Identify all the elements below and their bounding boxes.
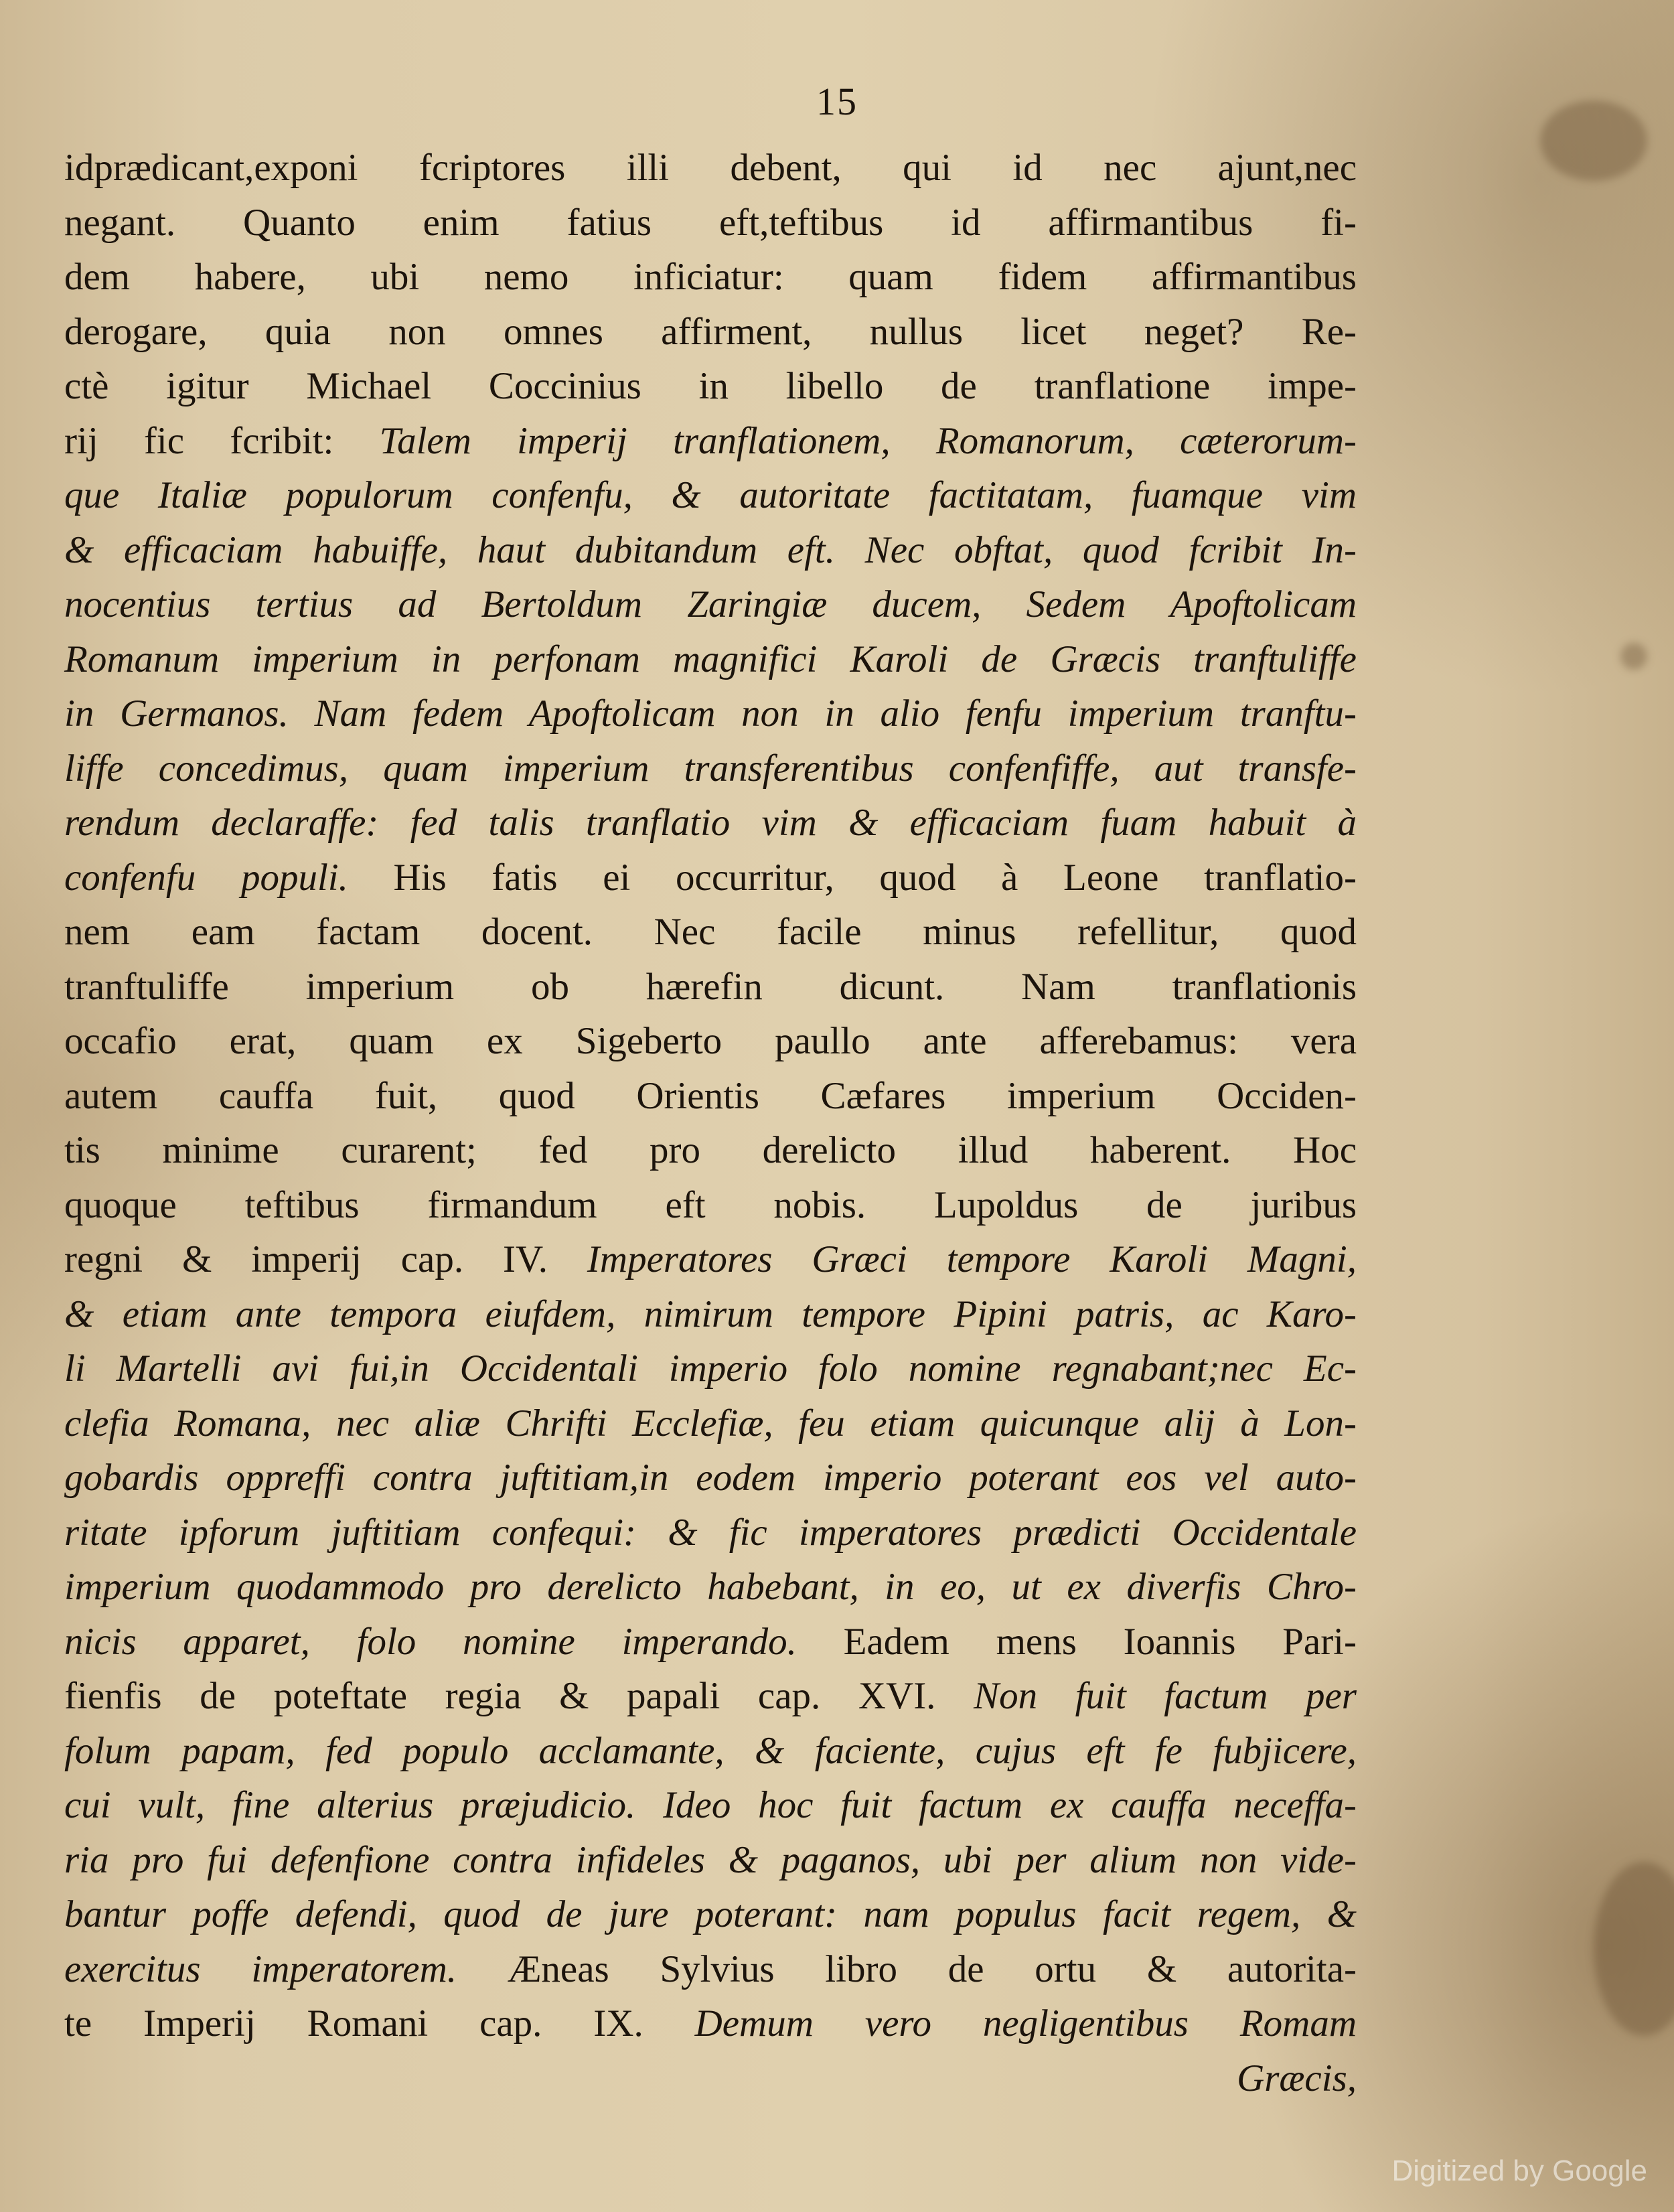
text-segment: nem eam factam docent. Nec facile minus refellitur, quod: [64, 911, 1357, 953]
italic-quote-segment: bantur poffe defendi, quod de jure poterant: nam populus facit regem, &: [64, 1893, 1357, 1935]
text-segment: regni & imperij cap. IV.: [64, 1238, 587, 1280]
text-segment: quoque teftibus firmandum eft nobis. Lupoldus de juribus: [64, 1183, 1357, 1226]
italic-quote-segment: confenfu populi.: [64, 856, 394, 899]
text-segment: Eadem mens Ioannis Pari-: [843, 1620, 1357, 1663]
text-line: [64, 1178, 1357, 1233]
italic-quote-segment: li Martelli avi fui,in Occidentali imperio folo nomine regnabant;nec Ec-: [64, 1347, 1357, 1390]
italic-quote-segment: que Italiæ populorum confenfu, & autoritate factitatam, fuamque vim: [64, 474, 1357, 516]
text-line: [64, 1669, 1357, 1724]
italic-quote-segment: clefia Romana, nec aliæ Chrifti Ecclefiæ, feu etiam quicunque alij à Lon-: [64, 1402, 1357, 1445]
italic-quote-segment: Non fuit factum per: [974, 1675, 1357, 1717]
italic-quote-segment: cui vult, fine alterius præjudicio. Ideo hoc fuit factum ex cauffa neceffa-: [64, 1784, 1357, 1826]
text-line: [64, 196, 1357, 250]
italic-quote-segment: Græcis,: [1237, 2057, 1357, 2099]
text-line: [64, 686, 1357, 741]
italic-quote-segment: ritate ipforum juftitiam confequi: & fic imperatores prædicti Occidentale: [64, 1511, 1357, 1554]
text-line: [64, 796, 1357, 851]
page-stain: [1594, 1862, 1674, 2036]
text-line: [64, 305, 1357, 360]
text-line: [64, 1724, 1357, 1779]
text-line: [64, 1942, 1357, 1997]
page-number: 15: [816, 80, 858, 123]
italic-quote-segment: & etiam ante tempora eiufdem, nimirum tempore Pipini patris, ac Karo-: [64, 1293, 1357, 1335]
watermark: Digitized by Google: [1391, 2154, 1647, 2187]
italic-quote-segment: imperium quodammodo pro derelicto habebant, in eo, ut ex diverfis Chro-: [64, 1566, 1357, 1608]
text-line: [64, 1396, 1357, 1451]
italic-quote-segment: liffe concedimus, quam imperium transferentibus confenfiffe, aut transfe-: [64, 747, 1357, 790]
italic-quote-segment: nocentius tertius ad Bertoldum Zaringiæ ducem, Sedem Apoftolicam: [64, 583, 1357, 625]
text-line: [64, 1505, 1357, 1560]
italic-quote-segment: in Germanos. Nam fedem Apoftolicam non in alio fenfu imperium tranftu-: [64, 692, 1357, 735]
italic-quote-segment: gobardis oppreffi contra juftitiam,in eodem imperio poterant eos vel auto-: [64, 1457, 1357, 1499]
italic-quote-segment: exercitus imperatorem.: [64, 1947, 508, 1990]
text-segment: Æneas Sylvius libro de ortu & autorita-: [507, 1947, 1357, 1990]
italic-quote-segment: rendum declaraffe: fed talis tranflatio vim & efficaciam fuam habuit à: [64, 802, 1357, 844]
text-line: [64, 1833, 1357, 1888]
text-line: [64, 1996, 1357, 2051]
text-segment: te Imperij Romani cap. IX.: [64, 2002, 695, 2045]
text-line: [64, 1451, 1357, 1505]
text-segment: idprædicant,exponi fcriptores illi debent, qui id nec ajunt,nec: [64, 147, 1357, 189]
text-segment: His fatis ei occurritur, quod à Leone tranflatio-: [393, 856, 1357, 899]
text-line: [64, 468, 1357, 523]
text-line: [64, 250, 1357, 305]
text-segment: tis minime curarent; fed pro derelicto illud haberent. Hoc: [64, 1129, 1357, 1171]
text-line: [64, 1287, 1357, 1342]
text-line: [64, 1887, 1357, 1942]
text-line: [64, 359, 1357, 414]
text-line: [64, 1341, 1357, 1396]
italic-quote-segment: ria pro fui defenfione contra infideles & paganos, ubi per alium non vide-: [64, 1838, 1357, 1881]
text-line: [64, 577, 1357, 632]
text-line: [64, 905, 1357, 960]
italic-quote-segment: & efficaciam habuiffe, haut dubitandum eft. Nec obftat, quod fcribit In-: [64, 528, 1357, 571]
text-line: [64, 1560, 1357, 1615]
text-segment: dem habere, ubi nemo inficiatur: quam fidem affirmantibus: [64, 256, 1357, 298]
text-line: [64, 1232, 1357, 1287]
text-segment: derogare, quia non omnes affirment, nullus licet neget? Re-: [64, 310, 1357, 353]
text-line: [64, 1014, 1357, 1069]
text-line: [64, 632, 1357, 687]
text-segment: autem cauffa fuit, quod Orientis Cæfares imperium Occiden-: [64, 1074, 1357, 1117]
page-stain: [1620, 643, 1647, 670]
text-line: [64, 1615, 1357, 1670]
text-segment: occafio erat, quam ex Sigeberto paullo ante afferebamus: vera: [64, 1020, 1357, 1062]
text-line: [64, 1069, 1357, 1124]
text-segment: negant. Quanto enim fatius eft,teftibus id affirmantibus fi-: [64, 201, 1357, 244]
text-segment: fienfis de poteftate regia & papali cap. XVI.: [64, 1675, 974, 1717]
italic-quote-segment: Demum vero negligentibus Romam: [694, 2002, 1357, 2045]
text-line: [64, 960, 1357, 1015]
text-segment: tranftuliffe imperium ob hærefin dicunt. Nam tranflationis: [64, 965, 1357, 1008]
italic-quote-segment: folum papam, fed populo acclamante, & faciente, cujus eft fe fubjicere,: [64, 1729, 1357, 1772]
body-text: [64, 141, 1357, 2106]
text-line: [64, 1123, 1357, 1178]
italic-quote-segment: Imperatores Græci tempore Karoli Magni,: [587, 1238, 1357, 1280]
text-line: [64, 1778, 1357, 1833]
italic-quote-segment: Romanum imperium in perfonam magnifici Karoli de Græcis tranftuliffe: [64, 638, 1357, 680]
italic-quote-segment: nicis apparet, folo nomine imperando.: [64, 1620, 844, 1663]
text-line: [64, 741, 1357, 796]
text-segment: ctè igitur Michael Coccinius in libello de tranflatione impe-: [64, 365, 1357, 407]
text-line: [64, 141, 1357, 196]
text-segment: rij fic fcribit:: [64, 419, 380, 462]
text-line: [64, 414, 1357, 469]
italic-quote-segment: Talem imperij tranflationem, Romanorum, cæterorum-: [379, 419, 1357, 462]
text-line: [64, 851, 1357, 905]
text-line: [64, 2051, 1357, 2106]
text-line: [64, 523, 1357, 578]
